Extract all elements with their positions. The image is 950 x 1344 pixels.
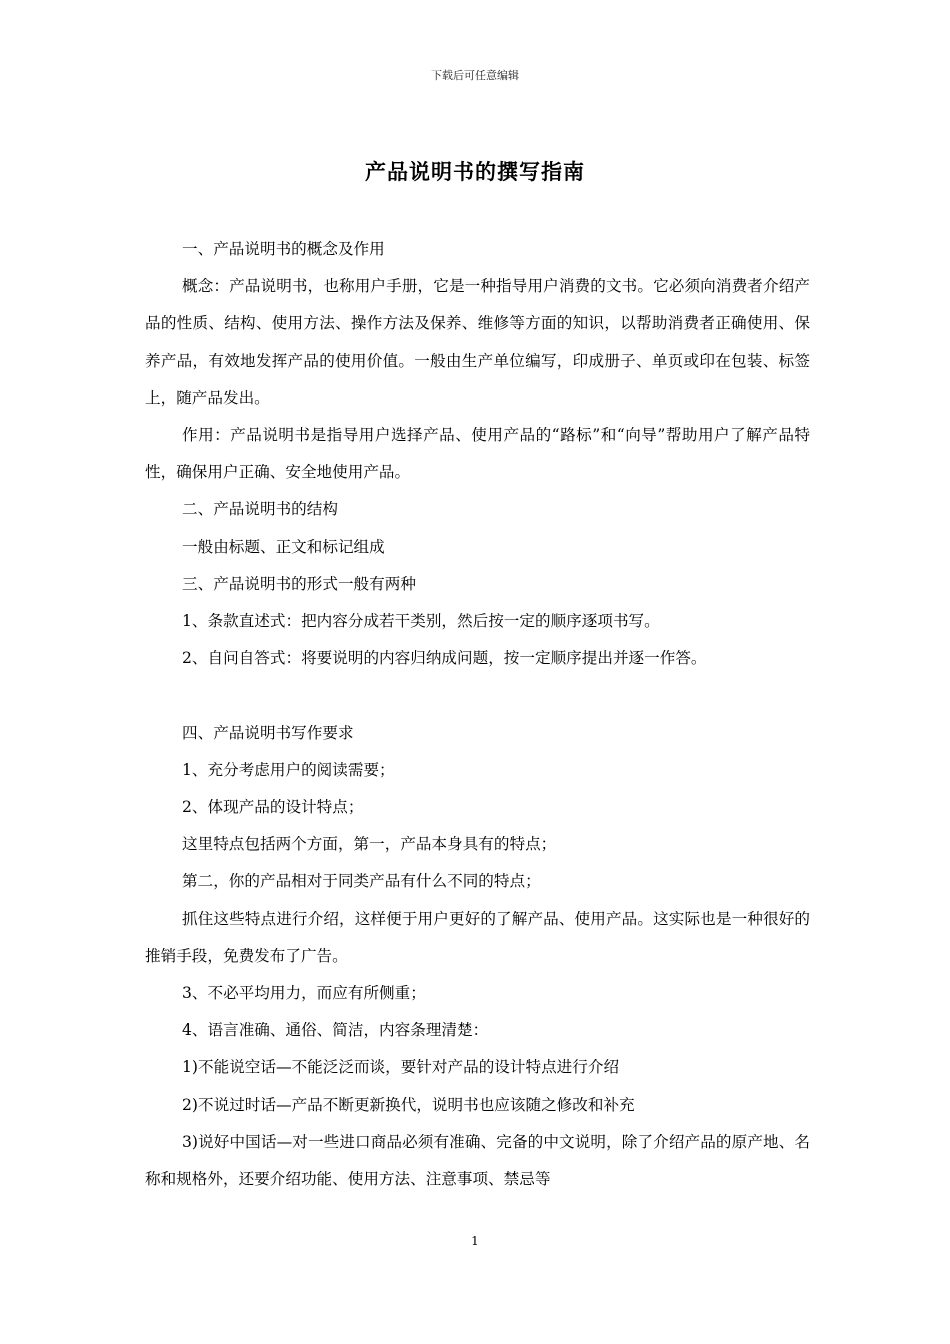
blank-line [145, 677, 810, 714]
paragraph-concept: 概念：产品说明书，也称用户手册，它是一种指导用户消费的文书。它必须向消费者介绍产品的性质、结构、使用方法、操作方法及保养、维修等方面的知识，以帮助消费者正确使用、保养产品，有效地发挥产品的使用价值。一般由生产单位编写，印成册子、单页或印在包装、标签上，随产品发出。 [145, 277, 810, 407]
paragraph-features-2: 第二，你的产品相对于同类产品有什么不同的特点； [182, 872, 541, 891]
section-heading-1: 一、产品说明书的概念及作用 [182, 240, 385, 258]
paragraph-features-1: 这里特点包括两个方面，第一，产品本身具有的特点； [182, 835, 557, 854]
paragraph-function: 作用：产品说明书是指导用户选择产品、使用产品的“路标”和“向导”帮助用户了解产品特性，确保用户正确、安全地使用产品。 [145, 426, 810, 482]
list-item-form-1: 1、条款直述式：把内容分成若干类别，然后按一定的顺序逐项书写。 [182, 612, 660, 631]
list-item-form-2: 2、自问自答式：将要说明的内容归纳成问题，按一定顺序提出并逐一作答。 [182, 649, 707, 668]
section-heading-2: 二、产品说明书的结构 [182, 500, 338, 519]
sub-item-2: 2)不说过时话—产品不断更新换代，说明书也应该随之修改和补充 [182, 1095, 635, 1114]
section-heading-4: 四、产品说明书写作要求 [182, 723, 354, 742]
list-item-req-2: 2、体现产品的设计特点； [182, 798, 364, 817]
page-header: 下载后可任意编辑 [431, 69, 519, 82]
paragraph-features-3: 抓住这些特点进行介绍，这样便于用户更好的了解产品、使用产品。这实际也是一种很好的推销手段，免费发布了广告。 [145, 909, 810, 965]
sub-item-3: 3)说好中国话—对一些进口商品必须有准确、完备的中文说明，除了介绍产品的原产地、名称和规格外，还要介绍功能、使用方法、注意事项、禁忌等 [145, 1132, 810, 1189]
document-body [145, 231, 810, 1198]
list-item-req-3: 3、不必平均用力，而应有所侧重； [182, 984, 426, 1003]
page-number: 1 [471, 1234, 479, 1248]
section-heading-3: 三、产品说明书的形式一般有两种 [182, 574, 416, 593]
sub-item-1: 1)不能说空话—不能泛泛而谈，要针对产品的设计特点进行介绍 [182, 1058, 620, 1077]
list-item-req-1: 1、充分考虑用户的阅读需要； [182, 760, 395, 779]
document-title: 产品说明书的撰写指南 [365, 160, 585, 184]
paragraph-structure: 一般由标题、正文和标记组成 [182, 537, 385, 556]
list-item-req-4: 4、语言准确、通俗、简洁，内容条理清楚： [182, 1021, 489, 1040]
